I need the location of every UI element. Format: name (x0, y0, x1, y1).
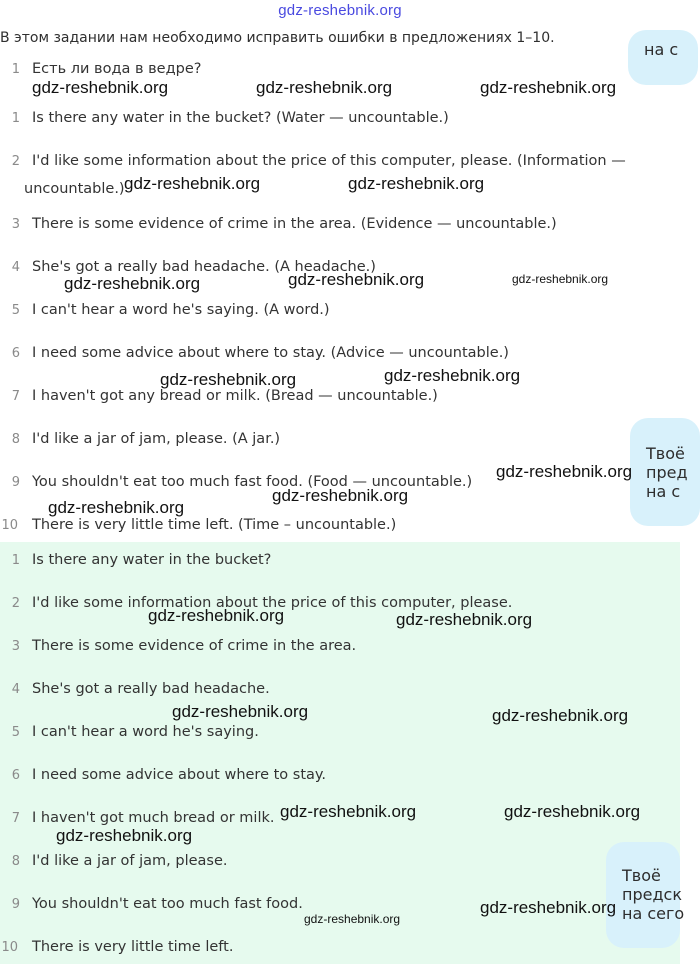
watermark: gdz-reshebnik.org (32, 78, 169, 97)
item-number: 7 (11, 811, 20, 826)
watermark: gdz-reshebnik.org (160, 370, 297, 389)
item-number: 9 (11, 475, 20, 490)
item-number: 1 (11, 553, 20, 568)
question-text: Есть ли вода в ведре? (32, 61, 202, 77)
watermark: gdz-reshebnik.org (512, 272, 609, 286)
answer-item: You shouldn't eat too much fast food. (32, 896, 303, 912)
watermark: gdz-reshebnik.org (288, 270, 425, 289)
answer-item: I need some advice about where to stay. (32, 767, 327, 783)
item-number: 2 (11, 154, 20, 169)
answer-item: She's got a really bad headache. (32, 681, 270, 697)
watermark: gdz-reshebnik.org (496, 462, 633, 481)
correction-item: I need some advice about where to stay. (Advice — uncountable.) (32, 345, 509, 361)
correction-item: I'd like some information about the price of this computer, please. (Information — (32, 153, 626, 169)
watermark: gdz-reshebnik.org (480, 78, 617, 97)
item-number: 10 (1, 518, 18, 533)
watermark: gdz-reshebnik.org (504, 802, 641, 821)
chat-bubble-middle[interactable] (630, 418, 700, 526)
watermark: gdz-reshebnik.org (148, 606, 285, 625)
chat-bubble-top[interactable] (628, 30, 698, 85)
correction-item: I haven't got any bread or milk. (Bread — uncountable.) (32, 388, 438, 404)
correction-item: There is some evidence of crime in the area. (Evidence — uncountable.) (32, 216, 557, 232)
watermark: gdz-reshebnik.org (272, 486, 409, 505)
watermark: gdz-reshebnik.org (256, 78, 393, 97)
bubble-line: Твоё (646, 444, 685, 463)
watermark: gdz-reshebnik.org (384, 366, 521, 385)
answer-item: Is there any water in the bucket? (32, 552, 272, 568)
bubble-line: на сего (622, 904, 685, 923)
item-number: 8 (11, 432, 20, 447)
watermark: gdz-reshebnik.org (64, 274, 201, 293)
watermark: gdz-reshebnik.org (348, 174, 485, 193)
watermark: gdz-reshebnik.org (48, 498, 185, 517)
correction-item: Is there any water in the bucket? (Water — uncountable.) (32, 110, 449, 126)
bubble-line: на с (644, 40, 679, 59)
watermark: gdz-reshebnik.org (396, 610, 533, 629)
item-number: 3 (11, 217, 20, 232)
bubble-line: на с (646, 482, 681, 501)
intro-text: В этом задании нам необходимо исправить ошибки в предложениях 1–10. (0, 30, 555, 46)
correction-item: I'd like a jar of jam, please. (A jar.) (32, 431, 281, 447)
correction-item: I can't hear a word he's saying. (A word.) (32, 302, 330, 318)
watermark: gdz-reshebnik.org (480, 898, 617, 917)
chat-bubble-bottom[interactable] (606, 842, 685, 948)
watermark: gdz-reshebnik.org (492, 706, 629, 725)
item-number: 3 (11, 639, 20, 654)
site-header-link[interactable]: gdz-reshebnik.org (278, 2, 402, 19)
answer-item: I'd like some information about the price of this computer, please. (32, 595, 513, 611)
answer-item: There is some evidence of crime in the area. (32, 638, 357, 654)
item-number: 4 (11, 682, 20, 697)
bubble-line: Твоё (622, 866, 661, 885)
answer-item: I can't hear a word he's saying. (32, 724, 259, 740)
question-number: 1 (11, 62, 20, 77)
bubble-line: предск (622, 885, 682, 904)
correction-item-continued: uncountable.) (24, 181, 125, 197)
item-number: 2 (11, 596, 20, 611)
correction-item: You shouldn't eat too much fast food. (Food — uncountable.) (32, 474, 473, 490)
item-number: 8 (11, 854, 20, 869)
item-number: 10 (1, 940, 18, 955)
answer-item: There is very little time left. (32, 939, 234, 955)
item-number: 6 (11, 346, 20, 361)
correction-item: There is very little time left. (Time – uncountable.) (32, 517, 397, 533)
correction-item: She's got a really bad headache. (A headache.) (32, 259, 376, 275)
watermark: gdz-reshebnik.org (124, 174, 261, 193)
answer-item: I haven't got much bread or milk. (32, 810, 275, 826)
watermark: gdz-reshebnik.org (304, 912, 401, 926)
bubble-line: пред (646, 463, 688, 482)
item-number: 5 (11, 725, 20, 740)
watermark: gdz-reshebnik.org (280, 802, 417, 821)
watermark: gdz-reshebnik.org (172, 702, 309, 721)
item-number: 7 (11, 389, 20, 404)
item-number: 9 (11, 897, 20, 912)
answer-item: I'd like a jar of jam, please. (32, 853, 228, 869)
item-number: 1 (11, 111, 20, 126)
item-number: 6 (11, 768, 20, 783)
item-number: 5 (11, 303, 20, 318)
watermark: gdz-reshebnik.org (56, 826, 193, 845)
item-number: 4 (11, 260, 20, 275)
